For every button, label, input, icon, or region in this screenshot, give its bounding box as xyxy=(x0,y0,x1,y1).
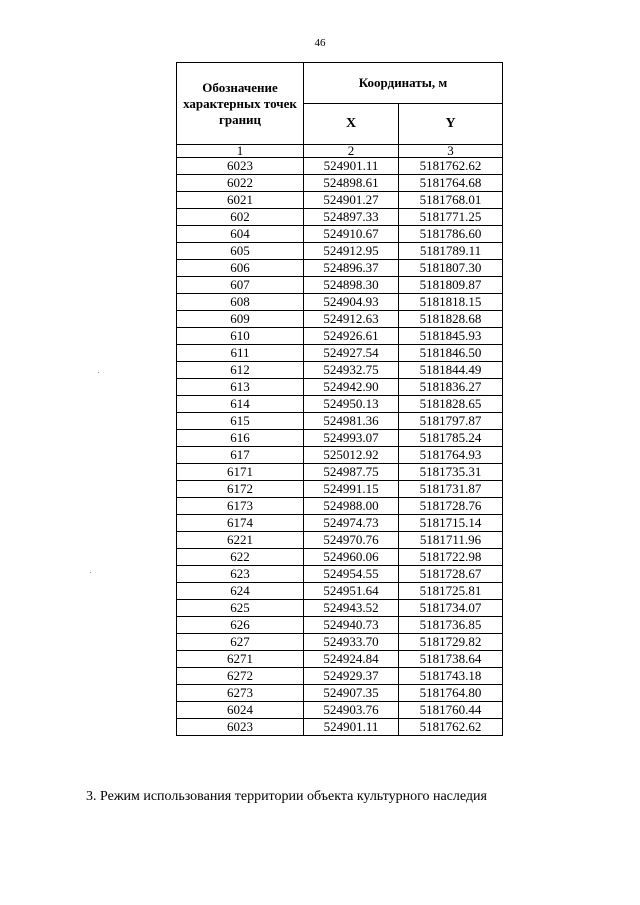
column-number: 2 xyxy=(304,145,399,158)
point-id-cell: 6221 xyxy=(177,532,304,549)
table-row xyxy=(177,651,503,668)
point-id-cell: 616 xyxy=(177,430,304,447)
x-coordinate-cell: 524981.36 xyxy=(304,413,399,430)
x-coordinate-cell: 524927.54 xyxy=(304,345,399,362)
y-coordinate-cell: 5181844.49 xyxy=(399,362,503,379)
y-coordinate-cell: 5181771.25 xyxy=(399,209,503,226)
point-id-cell: 6171 xyxy=(177,464,304,481)
point-id-cell: 626 xyxy=(177,617,304,634)
point-id-cell: 602 xyxy=(177,209,304,226)
table-row xyxy=(177,209,503,226)
point-id-cell: 6023 xyxy=(177,719,304,736)
y-coordinate-cell: 5181845.93 xyxy=(399,328,503,345)
point-id-cell: 613 xyxy=(177,379,304,396)
y-coordinate-cell: 5181725.81 xyxy=(399,583,503,600)
y-coordinate-cell: 5181768.01 xyxy=(399,192,503,209)
x-coordinate-cell: 524987.75 xyxy=(304,464,399,481)
table-row xyxy=(177,464,503,481)
y-coordinate-cell: 5181729.82 xyxy=(399,634,503,651)
table-row xyxy=(177,158,503,175)
table-row xyxy=(177,719,503,736)
table-row xyxy=(177,549,503,566)
y-coordinate-cell: 5181809.87 xyxy=(399,277,503,294)
point-id-cell: 605 xyxy=(177,243,304,260)
table-row xyxy=(177,566,503,583)
y-coordinate-cell: 5181722.98 xyxy=(399,549,503,566)
table-row xyxy=(177,498,503,515)
table-row xyxy=(177,600,503,617)
y-coordinate-cell: 5181818.15 xyxy=(399,294,503,311)
y-coordinate-cell: 5181807.30 xyxy=(399,260,503,277)
x-coordinate-cell: 524942.90 xyxy=(304,379,399,396)
table-row xyxy=(177,243,503,260)
point-id-cell: 611 xyxy=(177,345,304,362)
table-row xyxy=(177,277,503,294)
y-coordinate-cell: 5181828.65 xyxy=(399,396,503,413)
table-row xyxy=(177,617,503,634)
point-id-cell: 6022 xyxy=(177,175,304,192)
x-coordinate-cell: 524901.11 xyxy=(304,719,399,736)
point-id-cell: 606 xyxy=(177,260,304,277)
point-id-cell: 6271 xyxy=(177,651,304,668)
point-id-cell: 6174 xyxy=(177,515,304,532)
y-coordinate-cell: 5181764.80 xyxy=(399,685,503,702)
margin-dot xyxy=(98,372,99,373)
x-coordinate-cell: 524960.06 xyxy=(304,549,399,566)
table-row xyxy=(177,379,503,396)
y-coordinate-cell: 5181785.24 xyxy=(399,430,503,447)
column-number: 1 xyxy=(177,145,304,158)
x-coordinate-cell: 524910.67 xyxy=(304,226,399,243)
table-row xyxy=(177,481,503,498)
y-coordinate-cell: 5181786.60 xyxy=(399,226,503,243)
y-coordinate-cell: 5181736.85 xyxy=(399,617,503,634)
y-coordinate-cell: 5181728.67 xyxy=(399,566,503,583)
x-coordinate-cell: 524951.64 xyxy=(304,583,399,600)
point-id-cell: 6024 xyxy=(177,702,304,719)
y-coordinate-cell: 5181789.11 xyxy=(399,243,503,260)
x-coordinate-cell: 524912.63 xyxy=(304,311,399,328)
point-id-cell: 6273 xyxy=(177,685,304,702)
table-row xyxy=(177,294,503,311)
x-coordinate-cell: 524901.11 xyxy=(304,158,399,175)
coordinates-table xyxy=(176,62,503,736)
x-coordinate-cell: 524991.15 xyxy=(304,481,399,498)
y-coordinate-cell: 5181762.62 xyxy=(399,158,503,175)
point-id-cell: 6272 xyxy=(177,668,304,685)
table-row xyxy=(177,226,503,243)
y-coordinate-cell: 5181738.64 xyxy=(399,651,503,668)
column-number-row xyxy=(177,145,503,158)
point-id-cell: 617 xyxy=(177,447,304,464)
point-id-cell: 6021 xyxy=(177,192,304,209)
table-row xyxy=(177,192,503,209)
table-row xyxy=(177,328,503,345)
y-coordinate-cell: 5181735.31 xyxy=(399,464,503,481)
x-coordinate-cell: 524898.61 xyxy=(304,175,399,192)
x-coordinate-cell: 524929.37 xyxy=(304,668,399,685)
header-y: Y xyxy=(399,104,503,145)
point-id-cell: 6172 xyxy=(177,481,304,498)
x-coordinate-cell: 524974.73 xyxy=(304,515,399,532)
page-number: 46 xyxy=(314,37,326,49)
y-coordinate-cell: 5181731.87 xyxy=(399,481,503,498)
x-coordinate-cell: 524940.73 xyxy=(304,617,399,634)
x-coordinate-cell: 524907.35 xyxy=(304,685,399,702)
y-coordinate-cell: 5181846.50 xyxy=(399,345,503,362)
x-coordinate-cell: 525012.92 xyxy=(304,447,399,464)
table-row xyxy=(177,175,503,192)
point-id-cell: 6023 xyxy=(177,158,304,175)
point-id-cell: 612 xyxy=(177,362,304,379)
table-row xyxy=(177,702,503,719)
table-row xyxy=(177,447,503,464)
x-coordinate-cell: 524898.30 xyxy=(304,277,399,294)
table-row xyxy=(177,311,503,328)
x-coordinate-cell: 524933.70 xyxy=(304,634,399,651)
x-coordinate-cell: 524897.33 xyxy=(304,209,399,226)
y-coordinate-cell: 5181743.18 xyxy=(399,668,503,685)
point-id-cell: 623 xyxy=(177,566,304,583)
table-row xyxy=(177,532,503,549)
point-id-cell: 614 xyxy=(177,396,304,413)
table-row xyxy=(177,515,503,532)
table-row xyxy=(177,583,503,600)
table-row xyxy=(177,634,503,651)
table-row xyxy=(177,260,503,277)
x-coordinate-cell: 524932.75 xyxy=(304,362,399,379)
point-id-cell: 625 xyxy=(177,600,304,617)
x-coordinate-cell: 524924.84 xyxy=(304,651,399,668)
table-row xyxy=(177,668,503,685)
x-coordinate-cell: 524950.13 xyxy=(304,396,399,413)
point-id-cell: 604 xyxy=(177,226,304,243)
x-coordinate-cell: 524970.76 xyxy=(304,532,399,549)
y-coordinate-cell: 5181711.96 xyxy=(399,532,503,549)
header-x: X xyxy=(304,104,399,145)
x-coordinate-cell: 524903.76 xyxy=(304,702,399,719)
table-row xyxy=(177,362,503,379)
y-coordinate-cell: 5181764.93 xyxy=(399,447,503,464)
y-coordinate-cell: 5181728.76 xyxy=(399,498,503,515)
table-row xyxy=(177,685,503,702)
table-row xyxy=(177,413,503,430)
y-coordinate-cell: 5181734.07 xyxy=(399,600,503,617)
point-id-cell: 624 xyxy=(177,583,304,600)
point-id-cell: 609 xyxy=(177,311,304,328)
y-coordinate-cell: 5181836.27 xyxy=(399,379,503,396)
column-number: 3 xyxy=(399,145,503,158)
section-heading: 3. Режим использования территории объекта культурного наследия xyxy=(86,789,487,804)
point-id-cell: 610 xyxy=(177,328,304,345)
header-point-label: Обозначение характерных точек границ xyxy=(177,63,304,145)
point-id-cell: 622 xyxy=(177,549,304,566)
y-coordinate-cell: 5181715.14 xyxy=(399,515,503,532)
margin-dot xyxy=(90,572,91,573)
x-coordinate-cell: 524943.52 xyxy=(304,600,399,617)
point-id-cell: 627 xyxy=(177,634,304,651)
y-coordinate-cell: 5181797.87 xyxy=(399,413,503,430)
table-row xyxy=(177,345,503,362)
x-coordinate-cell: 524954.55 xyxy=(304,566,399,583)
x-coordinate-cell: 524912.95 xyxy=(304,243,399,260)
y-coordinate-cell: 5181764.68 xyxy=(399,175,503,192)
point-id-cell: 607 xyxy=(177,277,304,294)
point-id-cell: 6173 xyxy=(177,498,304,515)
header-coordinates: Координаты, м xyxy=(304,63,503,104)
y-coordinate-cell: 5181828.68 xyxy=(399,311,503,328)
y-coordinate-cell: 5181760.44 xyxy=(399,702,503,719)
x-coordinate-cell: 524896.37 xyxy=(304,260,399,277)
x-coordinate-cell: 524993.07 xyxy=(304,430,399,447)
x-coordinate-cell: 524901.27 xyxy=(304,192,399,209)
y-coordinate-cell: 5181762.62 xyxy=(399,719,503,736)
x-coordinate-cell: 524988.00 xyxy=(304,498,399,515)
x-coordinate-cell: 524904.93 xyxy=(304,294,399,311)
point-id-cell: 615 xyxy=(177,413,304,430)
table-row xyxy=(177,430,503,447)
point-id-cell: 608 xyxy=(177,294,304,311)
table-row xyxy=(177,396,503,413)
x-coordinate-cell: 524926.61 xyxy=(304,328,399,345)
